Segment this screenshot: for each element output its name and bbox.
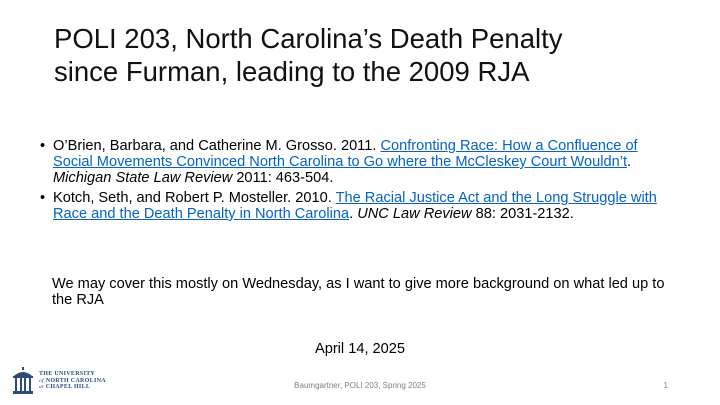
article-link[interactable]: Confronting Race: How a Confluence of Social Movements Convinced North Carolina to Go where the McCleskey Court Wouldn’t: [53, 138, 638, 170]
citation-separator: .: [349, 206, 358, 222]
logo-line-3: at CHAPEL HILL: [39, 384, 91, 391]
article-link[interactable]: The Racial Justice Act and the Long Struggle with Race and the Death Penalty in North Carolina: [53, 190, 657, 222]
journal-name: Michigan State Law Review: [53, 170, 233, 186]
bullet-icon: •: [40, 190, 46, 206]
reading-item: [40, 190, 680, 222]
page-number: 1: [663, 381, 668, 390]
reading-list: [40, 138, 680, 226]
slide-footer: Baumgartner, POLI 203, Spring 2025: [294, 381, 426, 390]
logo-line-1: THE UNIVERSITY: [39, 371, 96, 378]
journal-name: UNC Law Review: [357, 206, 472, 222]
schedule-note: We may cover this mostly on Wednesday, as I want to give more background on what led up to the RJA: [52, 276, 665, 308]
citation-volume: 88: 2031-2132.: [471, 206, 574, 222]
slide-title-line-2: since Furman, leading to the 2009 RJA: [54, 56, 530, 87]
slide-date: April 14, 2025: [314, 341, 406, 357]
citation-volume: 2011: 463-504.: [232, 170, 334, 186]
logo-line-2: of NORTH CAROLINA: [39, 377, 106, 384]
citation-authors: O’Brien, Barbara, and Catherine M. Grosso. 2011.: [53, 138, 381, 154]
slide-title: [54, 22, 654, 88]
slide-title-line-1: POLI 203, North Carolina’s Death Penalty: [54, 23, 563, 54]
reading-item: [40, 138, 680, 186]
citation-authors: Kotch, Seth, and Robert P. Mosteller. 2010.: [53, 190, 336, 206]
bullet-icon: •: [40, 138, 46, 154]
citation-separator: .: [627, 154, 632, 170]
